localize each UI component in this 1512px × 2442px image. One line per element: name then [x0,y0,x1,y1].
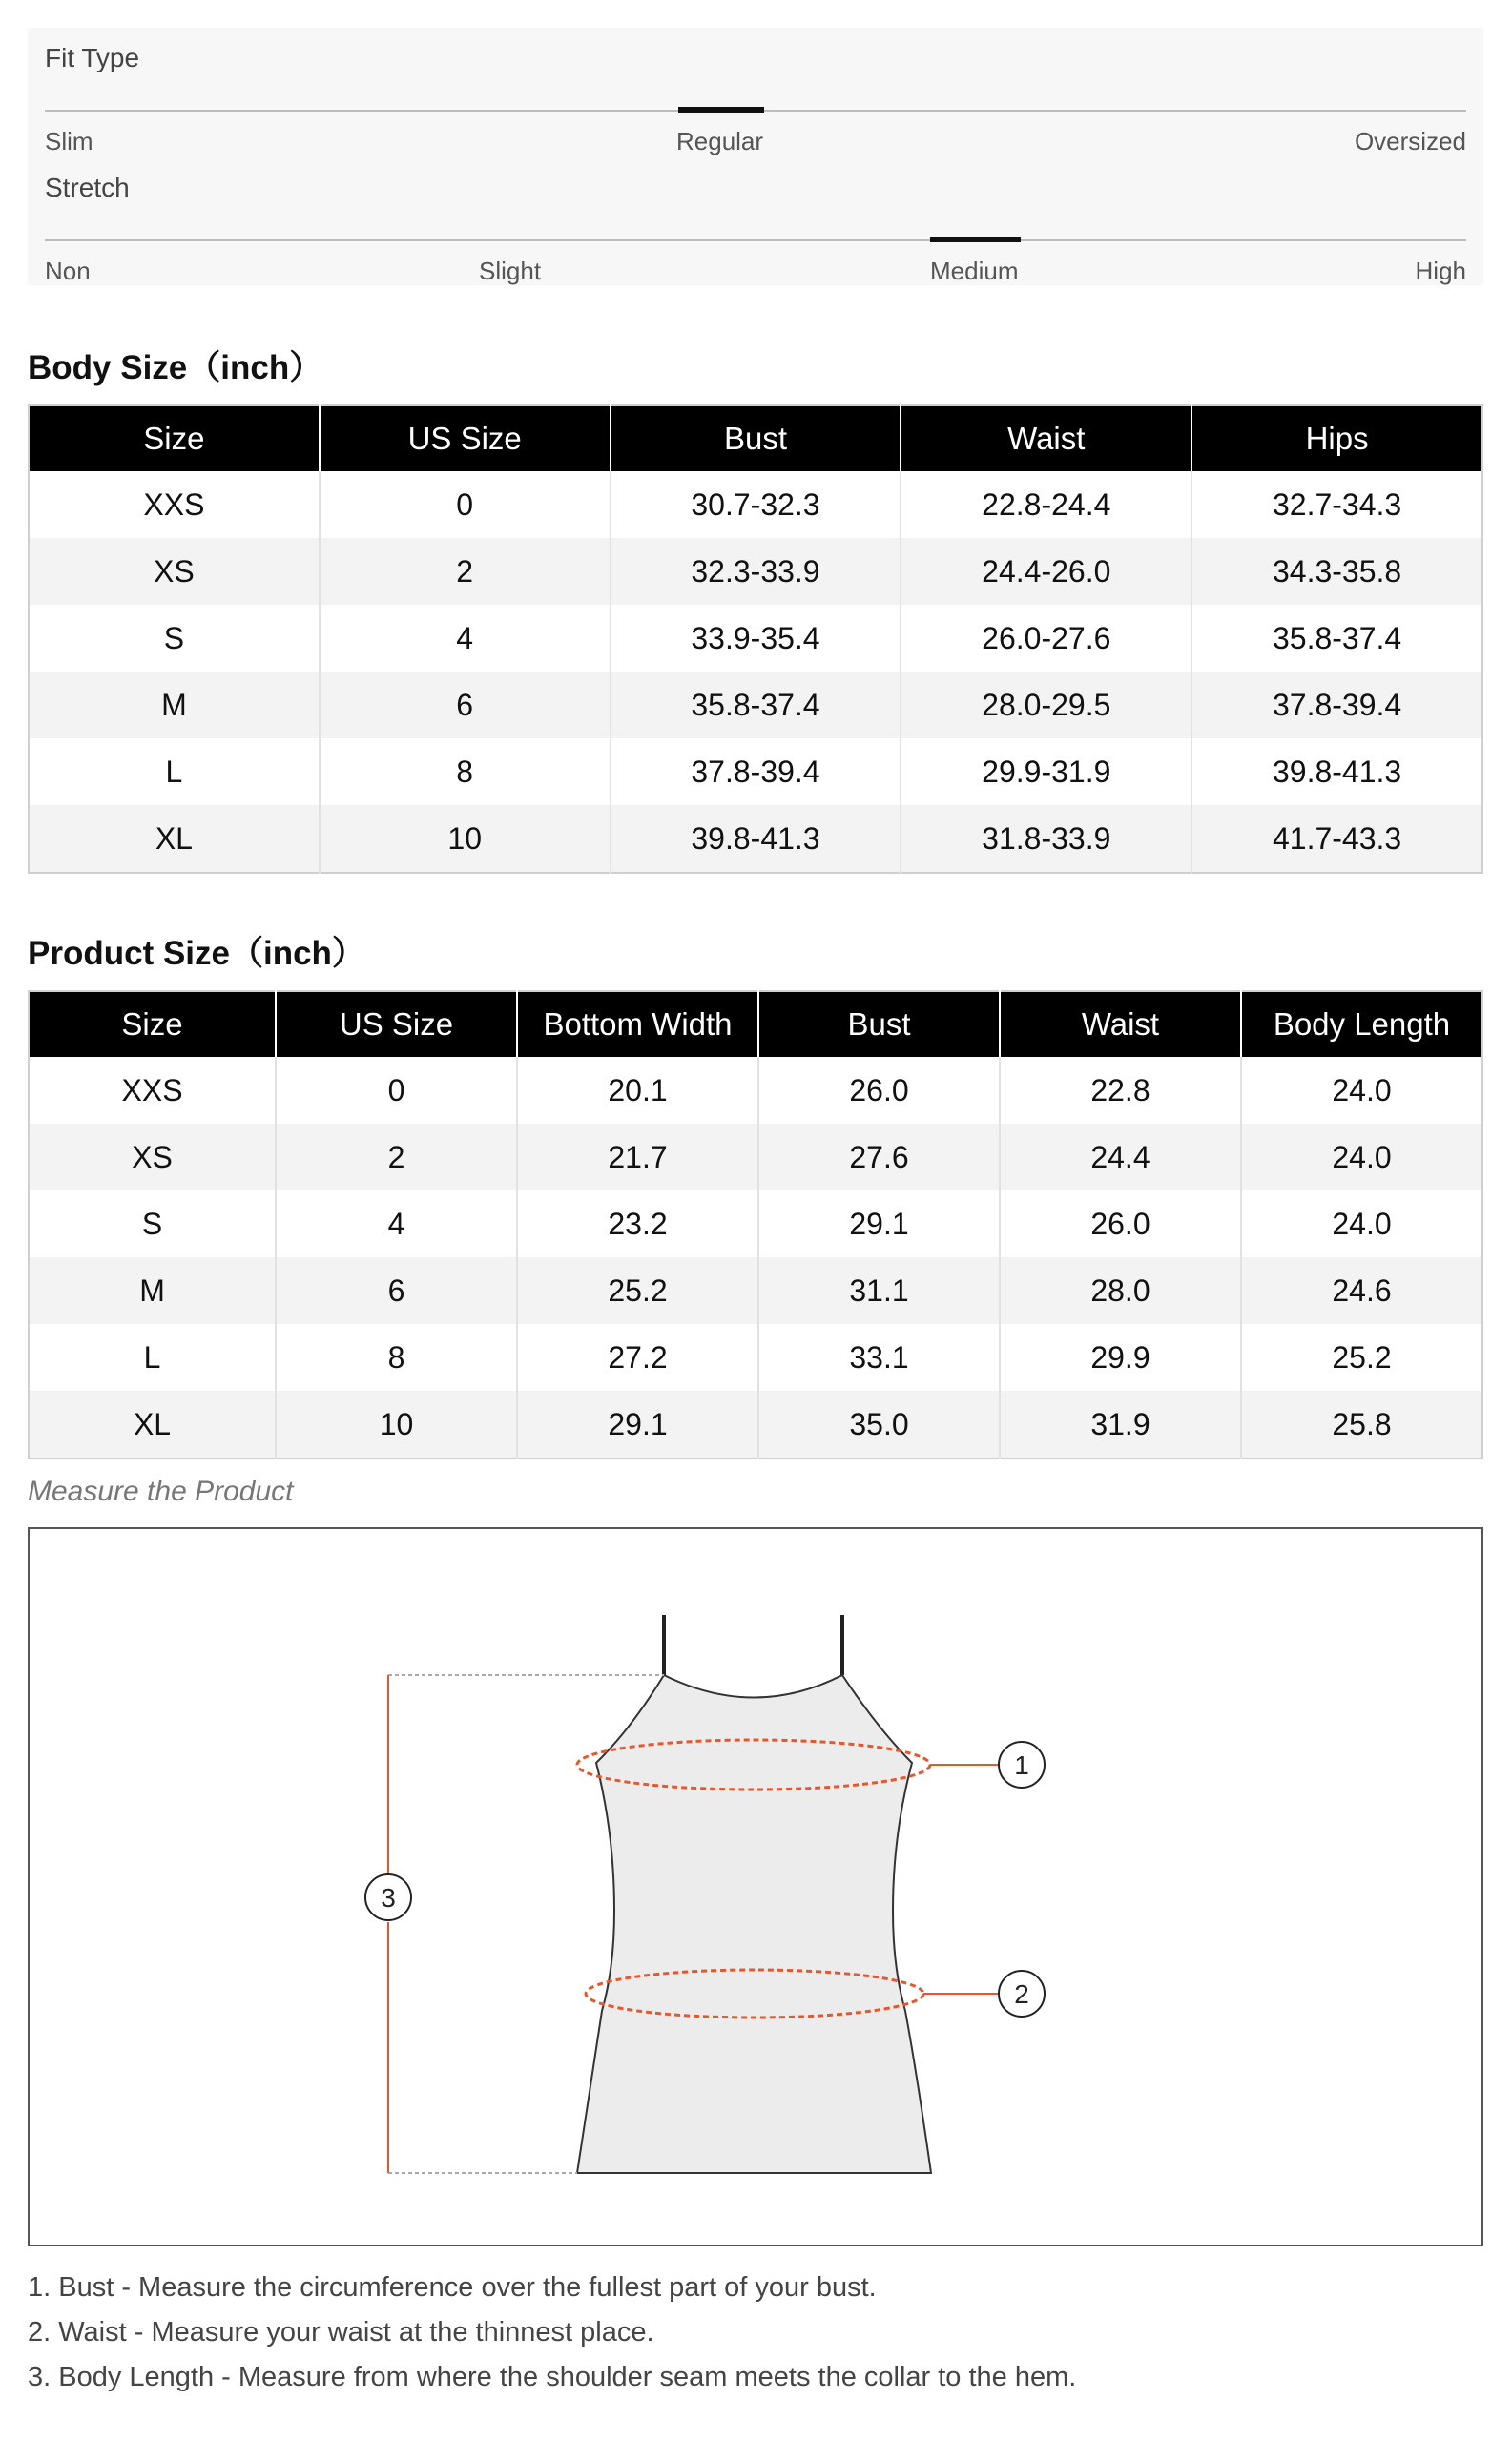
table-cell: 24.0 [1241,1124,1482,1190]
table-row [29,1324,1482,1391]
table-cell: 22.8 [1000,1057,1241,1124]
table-cell: 8 [276,1324,517,1391]
table-row [29,1391,1482,1459]
table-cell: 8 [320,738,611,805]
table-cell: 0 [320,471,611,538]
table-cell: 30.7-32.3 [611,471,901,538]
table-cell: 20.1 [517,1057,758,1124]
table-cell: 26.0-27.6 [901,605,1191,672]
marker-2: 2 [1014,1979,1029,2009]
table-cell: 25.2 [517,1257,758,1324]
table-cell: 24.4-26.0 [901,538,1191,605]
column-header: Bottom Width [517,991,758,1057]
table-cell: 2 [320,538,611,605]
column-header: Bust [758,991,1000,1057]
table-cell: 22.8-24.4 [901,471,1191,538]
table-row [29,538,1482,605]
body-size-table [28,404,1483,874]
fit-type-label-slim: Slim [45,127,93,155]
product-size-title: Product Size（inch） [28,935,365,972]
fit-type-selected-marker [678,107,764,113]
stretch-label-high: High [1415,257,1466,285]
table-cell: 35.8-37.4 [611,672,901,738]
table-cell: 27.6 [758,1124,1000,1190]
table-cell: 24.4 [1000,1124,1241,1190]
fit-type-title: Fit Type [45,43,140,72]
table-cell: 24.6 [1241,1257,1482,1324]
table-cell: 37.8-39.4 [611,738,901,805]
table-cell: 33.1 [758,1324,1000,1391]
product-size-table [28,990,1483,1459]
table-cell: M [29,672,320,738]
stretch-label-medium: Medium [930,257,1019,285]
garment-body [577,1675,931,2173]
table-cell: XL [29,805,320,873]
column-header: Bust [611,405,901,471]
table-row [29,471,1482,538]
table-cell: 10 [276,1391,517,1459]
table-cell: 0 [276,1057,517,1124]
table-cell: 32.3-33.9 [611,538,901,605]
tank-top-illustration [30,1529,1481,2245]
table-cell: 24.0 [1241,1057,1482,1124]
table-cell: 10 [320,805,611,873]
stretch-selected-marker [930,237,1021,242]
table-cell: S [141,1206,163,1241]
marker-3: 3 [381,1883,396,1913]
measure-notes [28,2266,1076,2400]
table-cell: 39.8-41.3 [1191,738,1482,805]
marker-1: 1 [1014,1750,1029,1780]
table-cell: 31.8-33.9 [901,805,1191,873]
table-cell: 29.9-31.9 [901,738,1191,805]
table-row [29,1124,1482,1190]
table-cell: 26.0 [758,1057,1000,1124]
table-cell: 29.1 [517,1391,758,1459]
note-bust: 1. Bust - Measure the circumference over the fullest part of your bust. [28,2272,877,2303]
column-header: Body Length [1241,991,1482,1057]
column-header: Waist [901,405,1191,471]
table-cell: 6 [276,1257,517,1324]
stretch-track [45,239,1466,241]
column-header: US Size [276,991,517,1057]
table-cell: 37.8-39.4 [1191,672,1482,738]
column-header: Size [29,405,320,471]
table-cell: 32.7-34.3 [1191,471,1482,538]
table-header-row [29,991,1482,1057]
table-cell: 4 [276,1190,517,1257]
table-cell: 29.1 [758,1190,1000,1257]
table-cell: XL [29,1391,276,1459]
note-body-length: 3. Body Length - Measure from where the shoulder seam meets the collar to the hem. [28,2362,1077,2392]
table-cell: 33.9-35.4 [611,605,901,672]
table-cell: 25.8 [1241,1391,1482,1459]
table-cell: XS [29,1124,276,1190]
table-cell: 24.0 [1241,1190,1482,1257]
column-header: Hips [1191,405,1482,471]
table-row [29,672,1482,738]
column-header: Size [29,991,276,1057]
table-cell: 31.9 [1000,1391,1241,1459]
table-header-row [29,405,1482,471]
table-cell: XXS [143,486,205,522]
note-waist: 2. Waist - Measure your waist at the thinnest place. [28,2317,654,2348]
table-cell: 35.0 [758,1391,1000,1459]
stretch-title: Stretch [45,173,130,202]
table-cell: S [163,620,185,655]
table-cell: 39.8-41.3 [611,805,901,873]
table-row [29,1257,1482,1324]
stretch-scale [45,173,1466,287]
stretch-label-slight: Slight [479,257,542,285]
table-cell: 25.2 [1241,1324,1482,1391]
table-cell: 28.0-29.5 [901,672,1191,738]
column-header: US Size [320,405,611,471]
table-cell: 28.0 [1000,1257,1241,1324]
table-row [29,1190,1482,1257]
table-cell: 27.2 [517,1324,758,1391]
table-row [29,738,1482,805]
table-cell: 21.7 [517,1124,758,1190]
fit-type-label-oversized: Oversized [1354,127,1466,155]
table-cell: 41.7-43.3 [1191,805,1482,873]
table-cell: 26.0 [1000,1190,1241,1257]
stretch-label-non: Non [45,257,91,285]
measure-caption: Measure the Product [28,1476,294,1507]
fit-type-label-regular: Regular [676,127,764,155]
table-cell: M [29,1257,276,1324]
table-cell: L [143,1339,161,1375]
column-header: Waist [1000,991,1241,1057]
table-row [29,805,1482,873]
table-cell: XXS [121,1072,183,1107]
table-row [29,1057,1482,1124]
table-cell: 6 [320,672,611,738]
table-cell: 4 [320,605,611,672]
body-size-title: Body Size（inch） [28,349,323,386]
measure-diagram [28,1527,1483,2246]
fit-panel [28,28,1483,285]
table-cell: 34.3-35.8 [1191,538,1482,605]
table-cell: 29.9 [1000,1324,1241,1391]
table-cell: 35.8-37.4 [1191,605,1482,672]
table-cell: XS [29,538,320,605]
table-row [29,605,1482,672]
table-cell: 2 [276,1124,517,1190]
table-cell: L [165,754,183,789]
table-cell: 31.1 [758,1257,1000,1324]
table-cell: 23.2 [517,1190,758,1257]
fit-type-scale [45,43,1466,157]
